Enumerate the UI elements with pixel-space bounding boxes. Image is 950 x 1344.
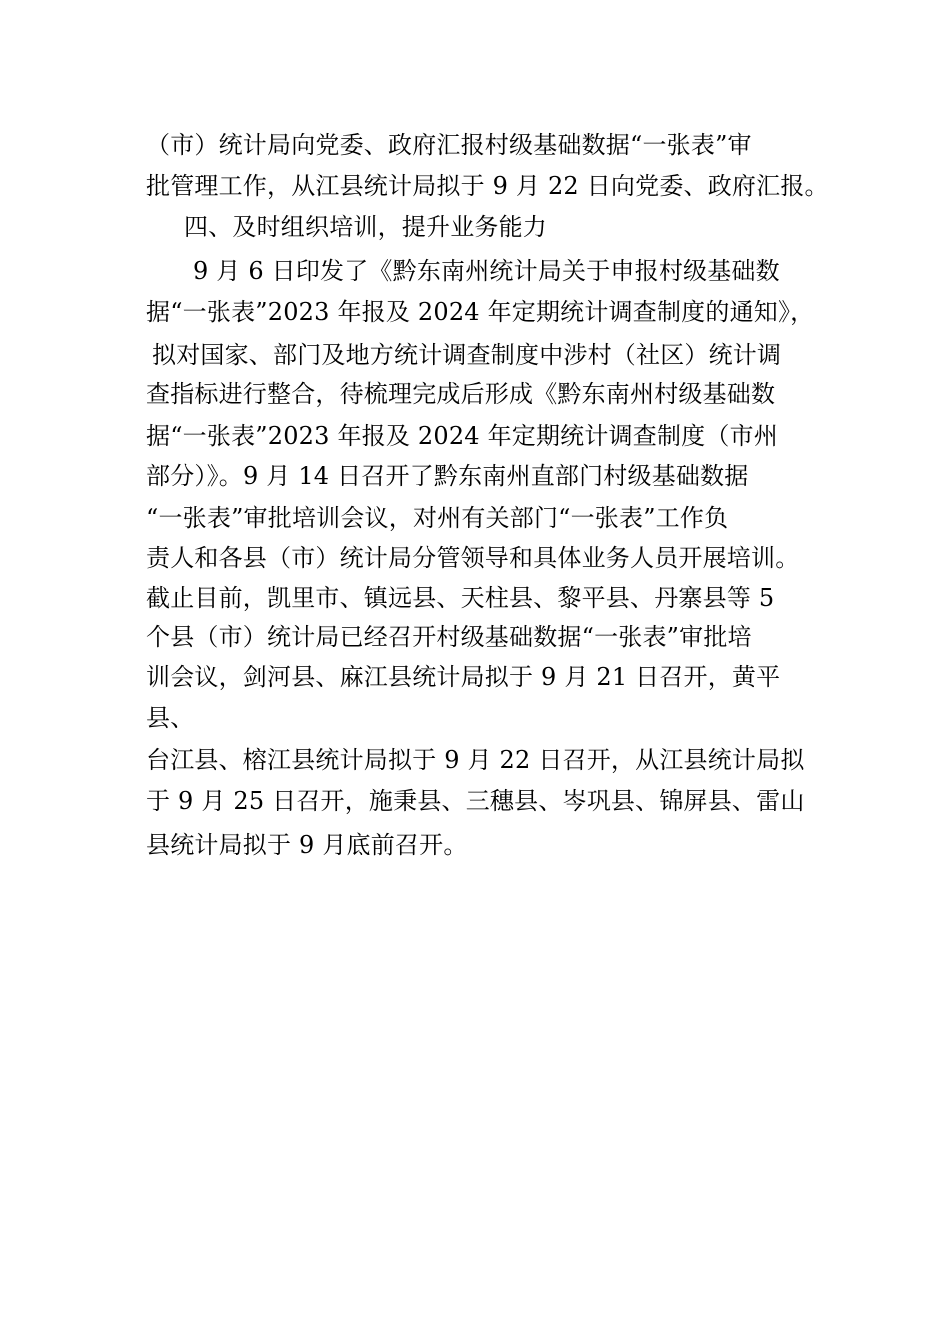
text-line: 9 月 6 日印发了《黔东南州统计局关于申报村级基础数 bbox=[193, 257, 780, 285]
section-heading: 四、及时组织培训，提升业务能力 bbox=[184, 213, 547, 241]
text-line: 拟对国家、部门及地方统计调查制度中涉村（社区）统计调 bbox=[152, 341, 782, 369]
text-line: 于 9 月 25 日召开，施秉县、三穗县、岑巩县、锦屏县、雷山 bbox=[146, 787, 805, 815]
text-line: 据“一张表”2023 年报及 2024 年定期统计调查制度的通知》， bbox=[146, 298, 815, 326]
text-line: “一张表”审批培训会议，对州有关部门“一张表”工作负 bbox=[146, 504, 729, 532]
text-line: （市）统计局向党委、政府汇报村级基础数据“一张表”审 bbox=[146, 131, 752, 159]
text-line: 责人和各县（市）统计局分管领导和具体业务人员开展培训。 bbox=[146, 544, 800, 572]
text-line: 部分）》。9 月 14 日召开了黔东南州直部门村级基础数据 bbox=[146, 462, 749, 490]
text-line: 个县（市）统计局已经召开村级基础数据“一张表”审批培 bbox=[146, 623, 752, 651]
text-line: 批管理工作，从江县统计局拟于 9 月 22 日向党委、政府汇报。 bbox=[146, 172, 829, 200]
text-line: 训会议，剑河县、麻江县统计局拟于 9 月 21 日召开，黄平 bbox=[146, 663, 781, 691]
text-line: 据“一张表”2023 年报及 2024 年定期统计调查制度（市州 bbox=[146, 422, 778, 450]
text-line: 县统计局拟于 9 月底前召开。 bbox=[146, 831, 468, 859]
text-line: 县、 bbox=[146, 704, 195, 732]
text-line: 截止目前，凯里市、镇远县、天柱县、黎平县、丹寨县等 5 bbox=[146, 584, 775, 612]
text-line: 查指标进行整合，待梳理完成后形成《黔东南州村级基础数 bbox=[146, 380, 776, 408]
text-line: 台江县、榕江县统计局拟于 9 月 22 日召开，从江县统计局拟 bbox=[146, 746, 805, 774]
